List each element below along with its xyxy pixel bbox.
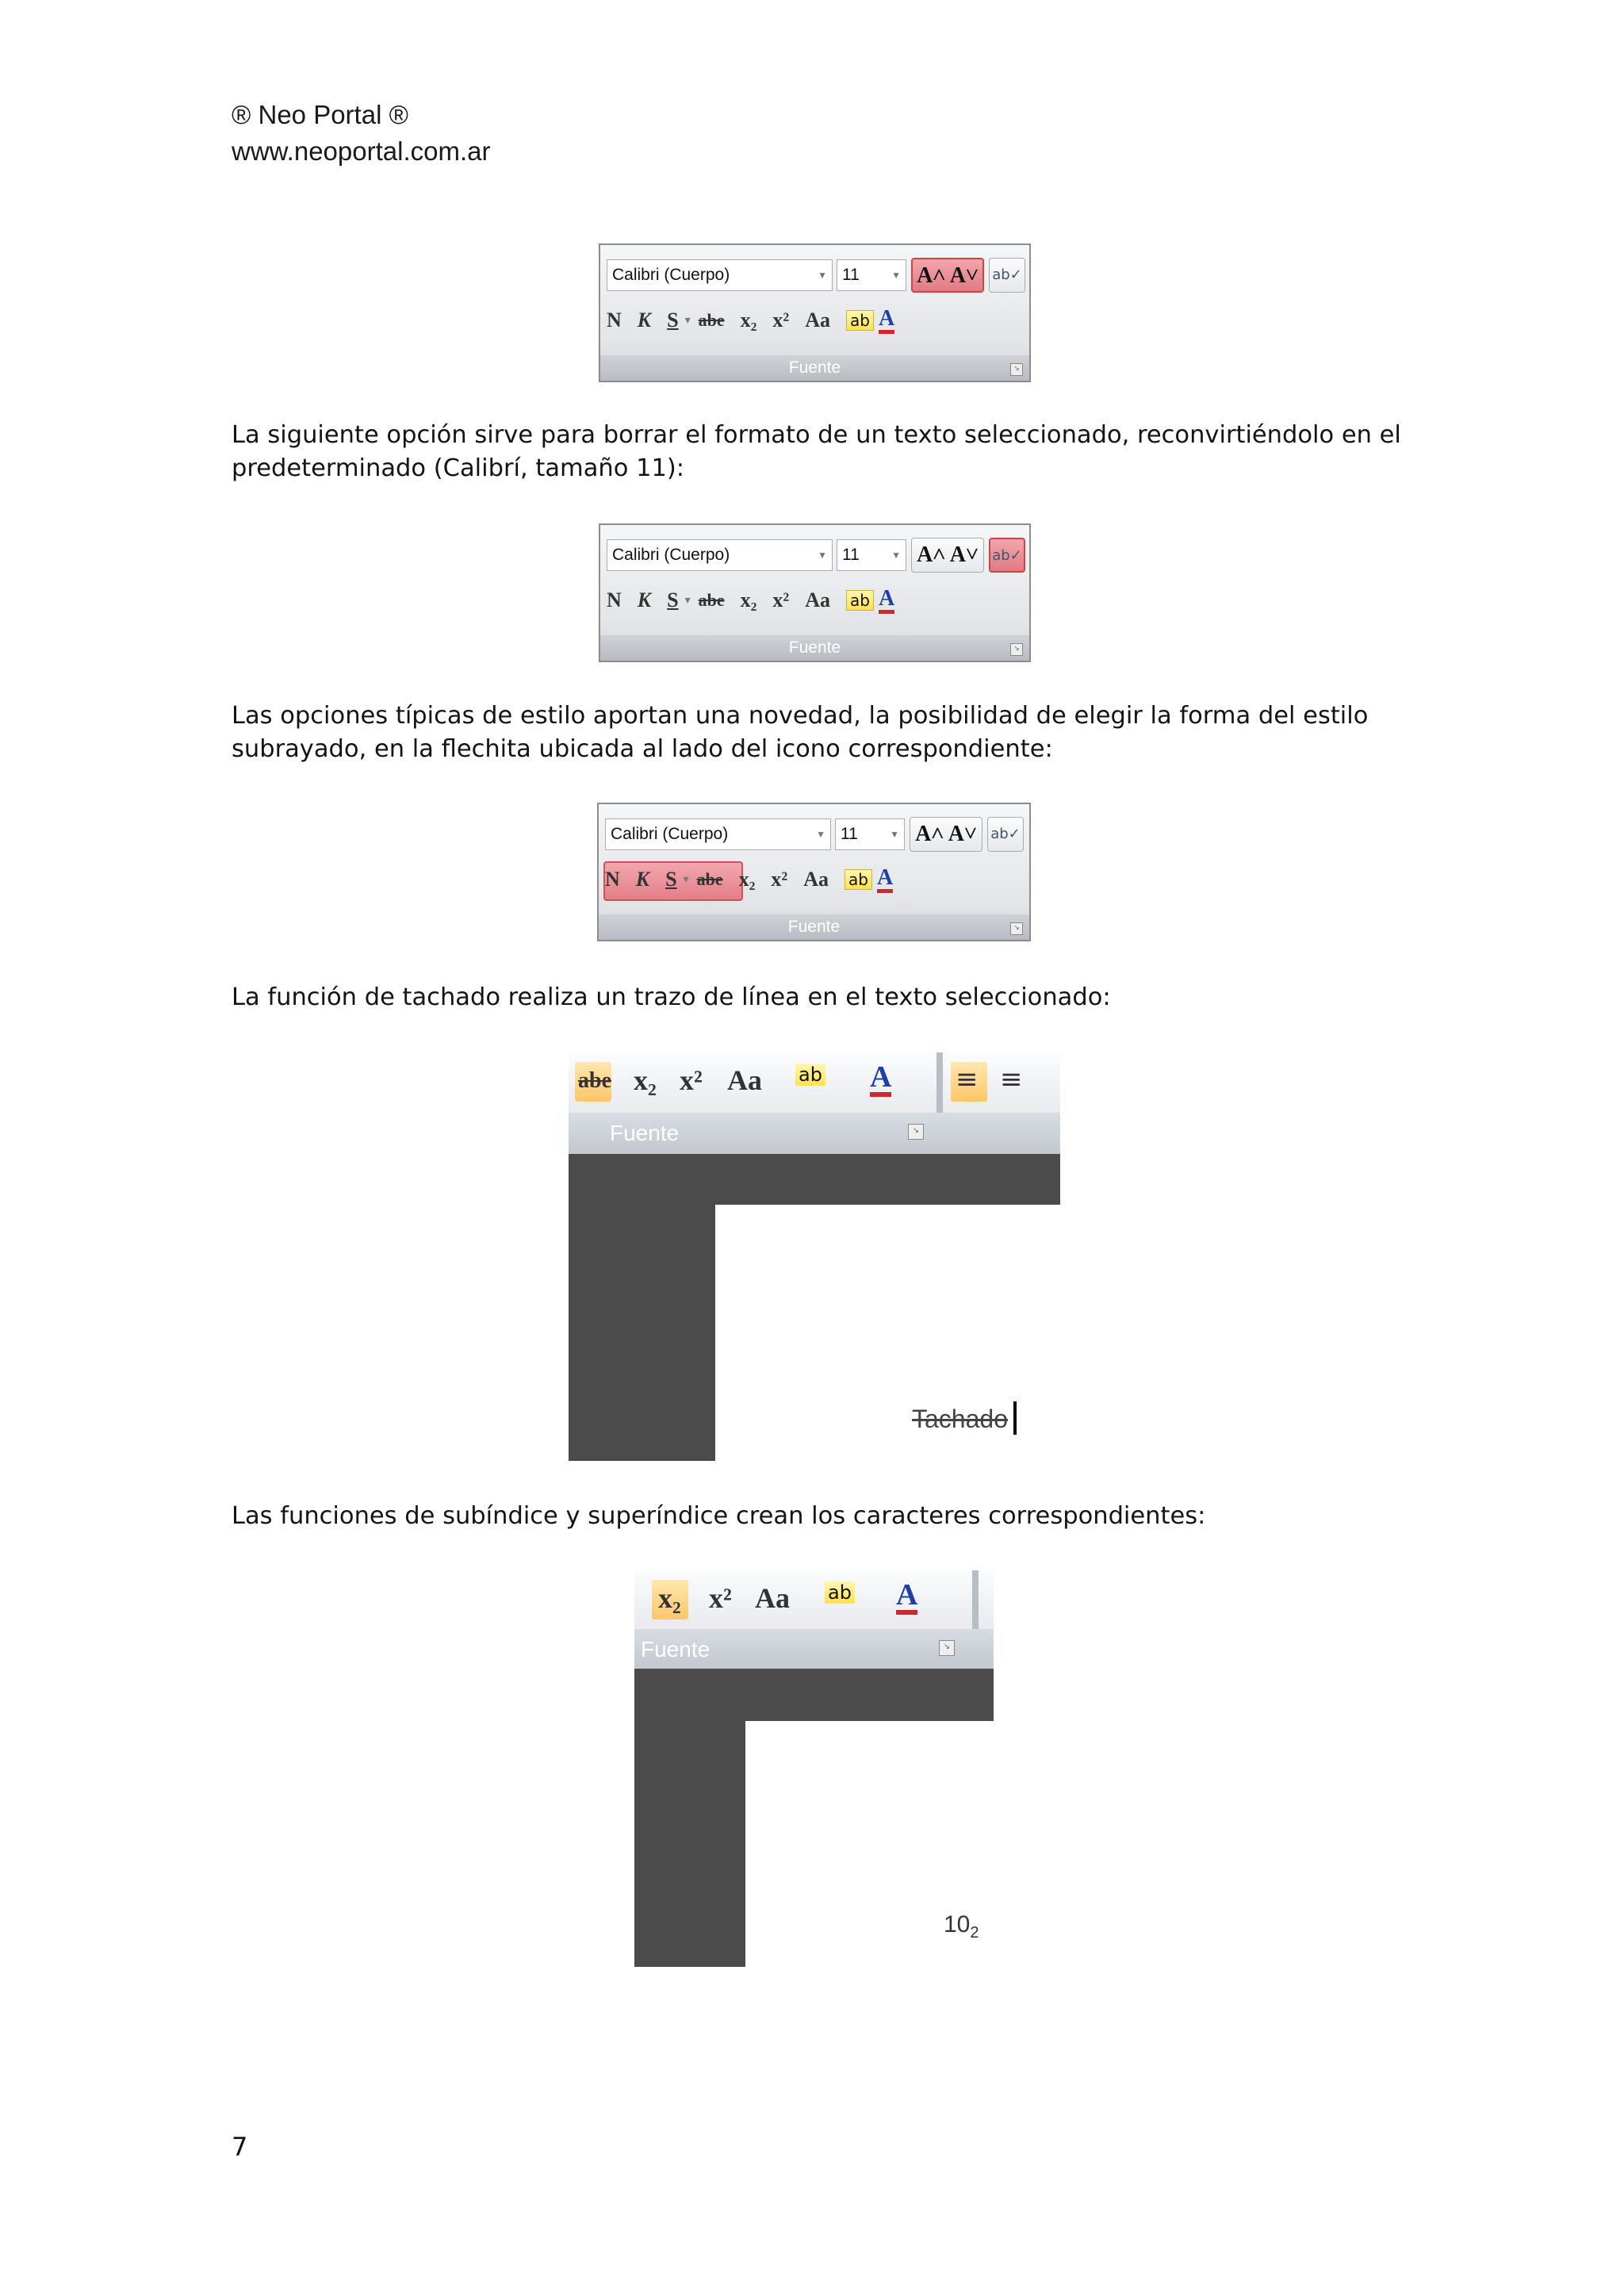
- zoom-group-bar: [569, 1113, 1060, 1154]
- ribbon-screenshot-clear-format: [599, 523, 1031, 662]
- format-row: [607, 301, 899, 340]
- paragraph-sub-superscript: Las funciones de subíndice y superíndice crean los caracteres correspondientes:: [232, 1502, 1206, 1530]
- font-color-icon: A: [879, 588, 894, 614]
- grow-shrink-icon: A˄ A˅: [910, 817, 982, 852]
- italic-icon: K: [635, 868, 650, 891]
- bold-icon: N: [607, 588, 622, 611]
- zoom-toolbar: [634, 1570, 994, 1630]
- grow-shrink-icon: A˄ A˅: [911, 258, 984, 293]
- font-name-box: Calibri (Cuerpo) ▼: [607, 539, 833, 571]
- font-name-box: Calibri (Cuerpo) ▼: [605, 818, 831, 850]
- ribbon-screenshot-grow-shrink: [599, 243, 1031, 382]
- underline-icon: S: [667, 588, 679, 611]
- subscript-icon: x₂: [658, 1582, 681, 1614]
- font-color-icon: A: [896, 1580, 917, 1615]
- font-size-box: 11 ▼: [837, 539, 906, 571]
- ribbon-screenshot-styles: [597, 803, 1031, 941]
- font-size-box: 11 ▼: [835, 818, 905, 850]
- paragraph-strikethrough: La función de tachado realiza un trazo de línea en el texto seleccionado:: [232, 983, 1111, 1011]
- superscript-icon: x²: [772, 588, 790, 611]
- align-left-glyph-icon: ≡: [956, 1064, 979, 1095]
- dialog-launcher-icon: ↘: [908, 1124, 924, 1140]
- group-label: Fuente: [600, 635, 1029, 661]
- dialog-launcher-icon: ↘: [1010, 363, 1023, 376]
- highlight-icon: ab: [795, 1064, 825, 1086]
- format-row: [607, 581, 899, 620]
- group-label: Fuente: [599, 914, 1029, 940]
- dropdown-arrow-icon: ▾: [683, 873, 689, 886]
- page-number: 7: [232, 2132, 248, 2162]
- zoom-screenshot-strikethrough: [569, 1052, 1060, 1461]
- highlight-icon: ab: [846, 310, 874, 331]
- change-case-icon: Aa: [727, 1064, 762, 1096]
- zoom-document: [745, 1721, 994, 1967]
- italic-icon: K: [637, 588, 652, 611]
- clear-format-icon: ab✓: [989, 258, 1025, 293]
- strike-icon: abe: [578, 1068, 611, 1093]
- superscript-icon: x²: [709, 1582, 732, 1614]
- superscript-icon: x²: [771, 868, 788, 891]
- group-label: Fuente: [600, 355, 1029, 381]
- header-brand: ® Neo Portal ®: [232, 100, 408, 129]
- subscript-icon: x₂: [634, 1064, 657, 1096]
- header-url: www.neoportal.com.ar: [232, 136, 491, 166]
- group-label: Fuente: [641, 1637, 710, 1662]
- zoom-group-bar: [634, 1629, 994, 1669]
- change-case-icon: Aa: [755, 1582, 790, 1614]
- strike-icon: abe: [696, 869, 723, 889]
- align-center-icon: ≡: [1000, 1064, 1023, 1095]
- grow-shrink-icon: A˄ A˅: [911, 538, 984, 573]
- zoom-toolbar: [569, 1052, 1060, 1114]
- highlight-icon: ab: [825, 1581, 855, 1604]
- dialog-launcher-icon: ↘: [939, 1640, 955, 1656]
- font-color-icon: A: [870, 1062, 891, 1097]
- font-color-icon: A: [877, 867, 893, 893]
- format-row: [605, 860, 898, 899]
- strike-icon: abe: [698, 310, 725, 330]
- dialog-launcher-icon: ↘: [1010, 922, 1023, 935]
- strike-icon: abe: [698, 590, 725, 610]
- change-case-icon: Aa: [803, 868, 829, 891]
- font-name-box: Calibri (Cuerpo) ▼: [607, 259, 833, 291]
- italic-icon: K: [637, 309, 652, 332]
- zoom-screenshot-subscript: [634, 1570, 994, 1967]
- bold-icon: N: [607, 309, 622, 332]
- dropdown-arrow-icon: ▾: [684, 594, 691, 607]
- change-case-icon: Aa: [805, 309, 830, 332]
- subscript-icon: x₂: [738, 868, 756, 891]
- underline-icon: S: [667, 309, 679, 332]
- font-color-icon: A: [879, 308, 894, 334]
- text-cursor: [1013, 1401, 1017, 1435]
- superscript-icon: x²: [680, 1064, 703, 1096]
- paragraph-clear-format: La siguiente opción sirve para borrar el formato de un texto seleccionado, reconvirtiéndolo en el predeterminado (Calibrí, tamaño 11):: [232, 421, 1401, 482]
- highlight-icon: ab: [845, 869, 872, 890]
- clear-format-icon: ab✓: [987, 817, 1024, 852]
- clear-format-icon: ab✓: [989, 538, 1025, 573]
- dropdown-arrow-icon: ▾: [684, 314, 691, 327]
- change-case-icon: Aa: [805, 588, 830, 611]
- zoom-document: [715, 1205, 1060, 1461]
- subscript-icon: x₂: [740, 309, 757, 332]
- superscript-icon: x²: [772, 309, 790, 332]
- font-size-box: 11 ▼: [837, 259, 906, 291]
- group-label: Fuente: [610, 1121, 680, 1145]
- paragraph-style-options: Las opciones típicas de estilo aportan una novedad, la posibilidad de elegir la forma del estilo subrayado, en la flechita ubicada al lado del icono correspondiente:: [232, 702, 1369, 763]
- bold-icon: N: [605, 868, 620, 891]
- subscript-icon: x₂: [740, 588, 757, 611]
- highlight-icon: ab: [846, 590, 874, 611]
- underline-icon: S: [665, 868, 677, 891]
- subscript-example: $10_2$: [944, 1911, 979, 1941]
- dialog-launcher-icon: ↘: [1010, 643, 1023, 656]
- strike-example-text: Tachado: [912, 1405, 1008, 1433]
